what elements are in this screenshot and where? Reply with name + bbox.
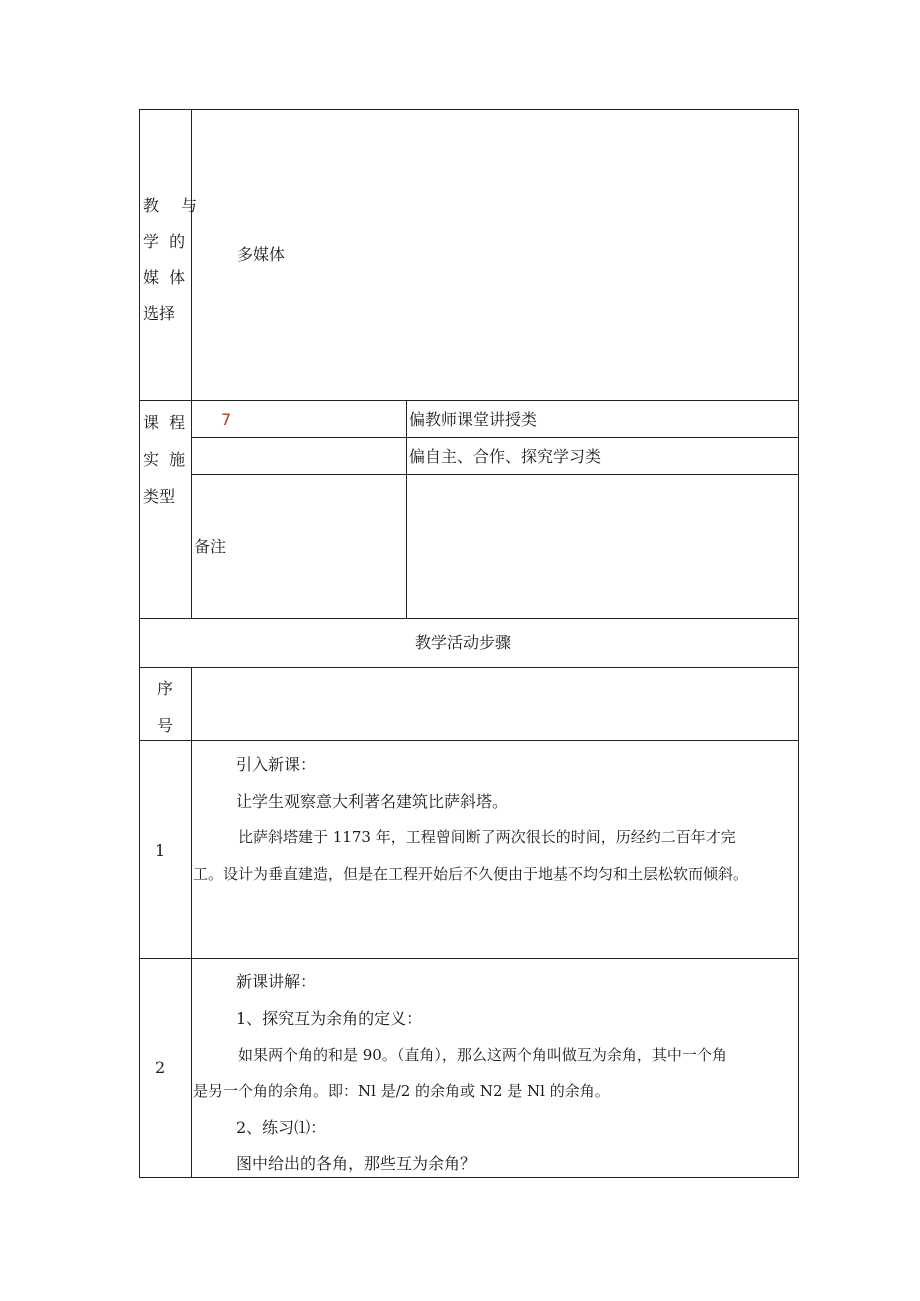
label-column-divider [191, 109, 192, 619]
step1-number: 1 [155, 841, 166, 860]
course-type-option-self-study: 偏自主、合作、探究学习类 [409, 447, 602, 466]
media-label-line-2: 学 的 [143, 232, 186, 251]
table-border-bottom [139, 1177, 799, 1178]
media-label-line-4: 选择 [143, 304, 176, 323]
row-divider-course-type [139, 618, 799, 619]
row-divider-option2 [191, 474, 799, 475]
seq-label-line-2: 号 [157, 716, 174, 735]
step2-line-4: 是另一个角的余角。即：Nl 是/2 的余角或 N2 是 Nl 的余角。 [193, 1082, 610, 1100]
step2-line-5: 2、练习⑴： [236, 1118, 327, 1137]
course-type-option-teacher: 偏教师课堂讲授类 [409, 410, 538, 429]
row-divider-activity-header [139, 667, 799, 668]
step2-line-6: 图中给出的各角，那些互为余角？ [236, 1154, 477, 1173]
course-type-check-mark: 7 [221, 410, 232, 429]
row-divider-step1 [139, 958, 799, 959]
step2-line-3: 如果两个角的和是 90。（直角），那么这两个角叫做互为余角，其中一个角 [238, 1046, 727, 1064]
step1-line-3: 比萨斜塔建于 1173 年，工程曾间断了两次很长的时间，历经约二百年才完 [238, 828, 736, 846]
table-border-left [139, 109, 140, 1178]
row-divider-media [139, 400, 799, 401]
step2-number: 2 [155, 1058, 166, 1077]
step2-line-2: 1、探究互为余角的定义： [236, 1009, 423, 1028]
course-type-column-divider [406, 400, 407, 619]
media-value: 多媒体 [237, 245, 286, 264]
activity-header: 教学活动步骤 [415, 633, 512, 652]
table-border-right [798, 109, 799, 1178]
media-label-line-3: 媒 体 [143, 268, 186, 287]
step1-line-2: 让学生观察意大利著名建筑比萨斜塔。 [236, 792, 509, 811]
step2-line-1: 新课讲解： [236, 972, 317, 991]
step1-line-1: 引入新课： [236, 755, 317, 774]
course-type-label-line-1: 课 程 [143, 413, 186, 432]
course-type-label-line-2: 实 施 [143, 450, 186, 469]
label-column-divider-lower [191, 667, 192, 1178]
course-type-label-line-3: 类型 [143, 487, 176, 506]
row-divider-option1 [191, 437, 799, 438]
seq-label-line-1: 序 [157, 679, 174, 698]
table-border-top [139, 109, 799, 110]
note-label: 备注 [194, 537, 227, 556]
row-divider-seq [139, 740, 799, 741]
step1-line-4: 工。设计为垂直建造，但是在工程开始后不久便由于地基不均匀和土层松软而倾斜。 [193, 865, 749, 883]
media-label-line-1: 教 与 [143, 196, 198, 215]
